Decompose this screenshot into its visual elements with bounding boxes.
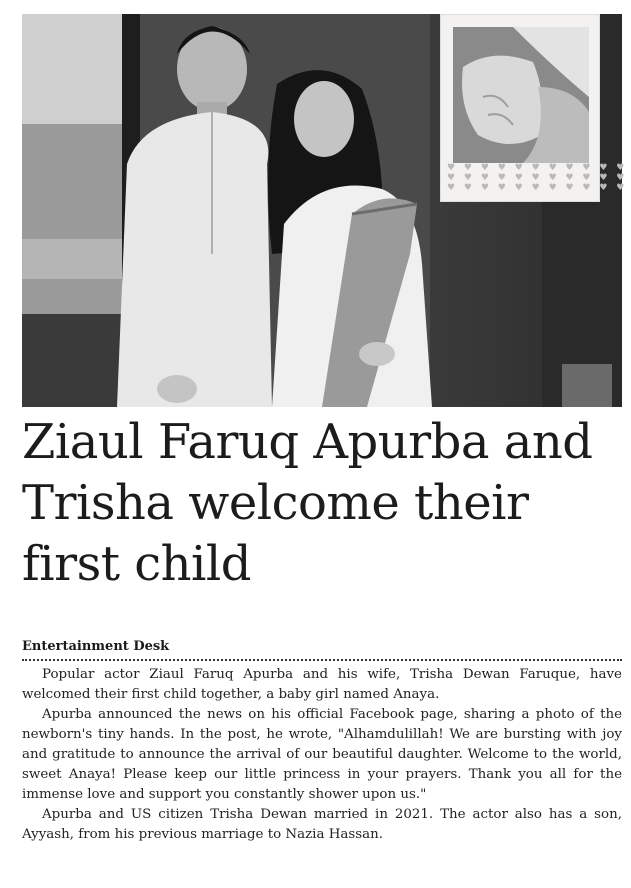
baby-hand-illustration [453,27,589,163]
paragraph: Apurba and US citizen Trisha Dewan married in 2021. The actor also has a son, Ayyash, from his previous marriage to Nazia Hassan. [22,807,622,842]
dotted-divider [22,659,622,661]
paragraph: Popular actor Ziaul Faruq Apurba and his wife, Trisha Dewan Faruque, have welcomed their first child together, a baby girl named Anaya. [22,667,622,702]
heart-pattern: ♥ ♥ ♥ ♥ ♥ ♥ ♥ ♥ ♥ ♥ ♥ ♥ ♥ ♥ ♥ ♥ ♥ ♥ ♥ ♥ ♥ ♥ ♥ ♥ ♥ ♥ ♥ ♥ ♥ ♥ ♥ ♥ ♥ [447,163,628,193]
article-body [22,665,622,845]
main-photo [22,14,628,407]
section-label: Entertainment Desk [22,639,170,654]
baby-hand-photo [453,27,589,163]
headline: Ziaul Faruq Apurba and Trisha welcome their first child [22,414,593,592]
baby-photo-frame [440,14,628,202]
paragraph: Apurba announced the news on his official Facebook page, sharing a photo of the newborn's tiny hands. In the post, he wrote, "Alhamdulillah! We are bursting with joy and gratitude to announce the arrival of our beautiful daughter. Welcome to the world, sweet Anaya! Please keep our little princess in your prayers. Thank you all for the immense love and support you constantly shower upon us." [22,707,622,802]
